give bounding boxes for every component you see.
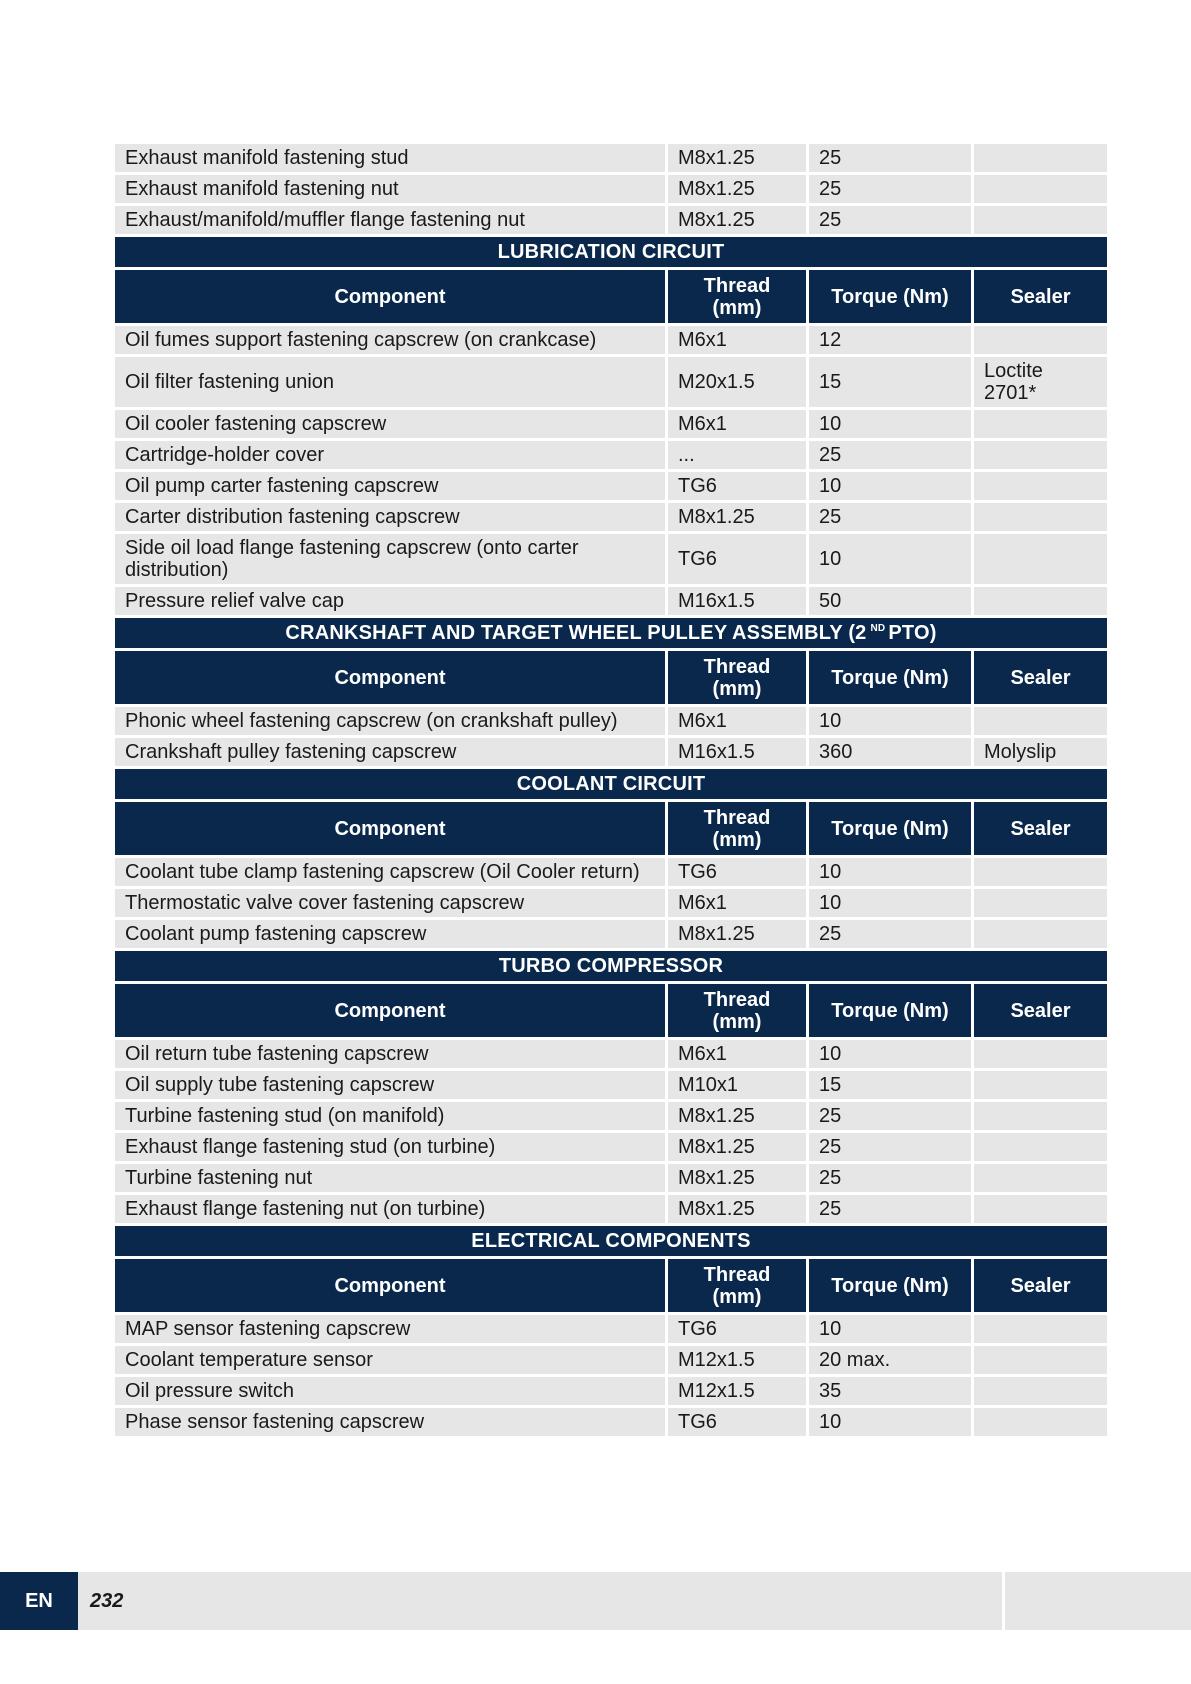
- cell-component: Side oil load flange fastening capscrew (onto carter distribution): [115, 534, 668, 587]
- table-row: [115, 503, 1107, 534]
- section-title-text: LUBRICATION CIRCUIT: [497, 240, 725, 263]
- cell-component: Coolant temperature sensor: [115, 1346, 668, 1377]
- cell-sealer: [974, 441, 1107, 472]
- cell-sealer: [974, 503, 1107, 534]
- section-title: [115, 1226, 1107, 1259]
- table-row: [115, 410, 1107, 441]
- column-header-torque: Torque (Nm): [809, 984, 974, 1040]
- cell-torque: 10: [809, 1315, 974, 1346]
- column-header-thread: Thread (mm): [668, 984, 809, 1040]
- column-header-component: Component: [115, 270, 668, 326]
- cell-thread: M10x1: [668, 1071, 809, 1102]
- table-row: [115, 175, 1107, 206]
- cell-component: Oil pressure switch: [115, 1377, 668, 1408]
- section-title-text: CRANKSHAFT AND TARGET WHEEL PULLEY ASSEMBLY (2: [285, 621, 867, 644]
- section-title-tail: PTO): [888, 621, 937, 644]
- cell-thread: M8x1.25: [668, 1102, 809, 1133]
- cell-sealer: [974, 1346, 1107, 1377]
- column-header-component: Component: [115, 802, 668, 858]
- table-row: [115, 326, 1107, 357]
- column-header-row: [115, 984, 1107, 1040]
- cell-thread: M8x1.25: [668, 175, 809, 206]
- cell-component: Exhaust manifold fastening stud: [115, 144, 668, 175]
- section-title-row: [115, 618, 1107, 651]
- column-header-row: [115, 1259, 1107, 1315]
- cell-torque: 25: [809, 1102, 974, 1133]
- cell-thread: M8x1.25: [668, 1164, 809, 1195]
- cell-thread: M8x1.25: [668, 920, 809, 951]
- cell-thread: M8x1.25: [668, 1133, 809, 1164]
- cell-sealer: [974, 1102, 1107, 1133]
- section-title-text: COOLANT CIRCUIT: [516, 772, 706, 795]
- cell-sealer: [974, 410, 1107, 441]
- column-header-torque: Torque (Nm): [809, 270, 974, 326]
- table-row: [115, 1071, 1107, 1102]
- column-header-component: Component: [115, 651, 668, 707]
- cell-thread: M8x1.25: [668, 206, 809, 237]
- table-row: [115, 707, 1107, 738]
- cell-component: Phonic wheel fastening capscrew (on crankshaft pulley): [115, 707, 668, 738]
- column-header-component: Component: [115, 984, 668, 1040]
- cell-sealer: [974, 1377, 1107, 1408]
- cell-thread: TG6: [668, 1315, 809, 1346]
- section-title-row: [115, 769, 1107, 802]
- column-header-sealer: Sealer: [974, 802, 1107, 858]
- cell-torque: 10: [809, 707, 974, 738]
- cell-component: Exhaust manifold fastening nut: [115, 175, 668, 206]
- cell-sealer: [974, 472, 1107, 503]
- section-title-row: [115, 1226, 1107, 1259]
- column-header-thread: Thread (mm): [668, 1259, 809, 1315]
- cell-component: Phase sensor fastening capscrew: [115, 1408, 668, 1439]
- cell-component: Oil pump carter fastening capscrew: [115, 472, 668, 503]
- column-header-torque: Torque (Nm): [809, 1259, 974, 1315]
- table-row: [115, 534, 1107, 587]
- cell-component: Oil filter fastening union: [115, 357, 668, 410]
- cell-sealer: [974, 1040, 1107, 1071]
- footer-divider: [1002, 1572, 1005, 1630]
- cell-torque: 10: [809, 410, 974, 441]
- table-row: [115, 472, 1107, 503]
- cell-sealer: [974, 175, 1107, 206]
- page-number: 232: [90, 1589, 124, 1612]
- table-row: [115, 1040, 1107, 1071]
- cell-thread: ...: [668, 441, 809, 472]
- cell-sealer: [974, 707, 1107, 738]
- cell-sealer: [974, 326, 1107, 357]
- table-row: [115, 1377, 1107, 1408]
- table-row: [115, 357, 1107, 410]
- cell-thread: TG6: [668, 858, 809, 889]
- cell-sealer: [974, 1133, 1107, 1164]
- cell-torque: 25: [809, 144, 974, 175]
- cell-thread: M12x1.5: [668, 1377, 809, 1408]
- cell-sealer: Loctite 2701*: [974, 357, 1107, 410]
- cell-torque: 10: [809, 889, 974, 920]
- cell-thread: TG6: [668, 1408, 809, 1439]
- cell-component: Oil supply tube fastening capscrew: [115, 1071, 668, 1102]
- cell-torque: 25: [809, 206, 974, 237]
- cell-component: Carter distribution fastening capscrew: [115, 503, 668, 534]
- table-row: [115, 858, 1107, 889]
- table-row: [115, 1102, 1107, 1133]
- cell-sealer: [974, 920, 1107, 951]
- column-header-thread: Thread (mm): [668, 270, 809, 326]
- cell-torque: 25: [809, 1164, 974, 1195]
- section-title-row: [115, 951, 1107, 984]
- cell-thread: M6x1: [668, 1040, 809, 1071]
- section-title-text: TURBO COMPRESSOR: [498, 954, 724, 977]
- cell-sealer: Molyslip: [974, 738, 1107, 769]
- cell-thread: M8x1.25: [668, 1195, 809, 1226]
- column-header-torque: Torque (Nm): [809, 651, 974, 707]
- cell-component: Thermostatic valve cover fastening capscrew: [115, 889, 668, 920]
- column-header-thread: Thread (mm): [668, 802, 809, 858]
- cell-torque: 15: [809, 357, 974, 410]
- column-header-sealer: Sealer: [974, 651, 1107, 707]
- cell-torque: 360: [809, 738, 974, 769]
- cell-component: Crankshaft pulley fastening capscrew: [115, 738, 668, 769]
- cell-component: Cartridge-holder cover: [115, 441, 668, 472]
- cell-sealer: [974, 1164, 1107, 1195]
- cell-sealer: [974, 144, 1107, 175]
- table-row: [115, 1164, 1107, 1195]
- table-row: [115, 920, 1107, 951]
- section-title-superscript: ND: [870, 622, 886, 634]
- table-row: [115, 1315, 1107, 1346]
- cell-torque: 10: [809, 858, 974, 889]
- table-row: [115, 738, 1107, 769]
- cell-thread: M8x1.25: [668, 144, 809, 175]
- section-title-row: [115, 237, 1107, 270]
- cell-sealer: [974, 1315, 1107, 1346]
- cell-torque: 10: [809, 1408, 974, 1439]
- cell-component: Exhaust flange fastening nut (on turbine): [115, 1195, 668, 1226]
- cell-sealer: [974, 889, 1107, 920]
- section-title: [115, 951, 1107, 984]
- cell-thread: M16x1.5: [668, 738, 809, 769]
- cell-torque: 15: [809, 1071, 974, 1102]
- cell-torque: 10: [809, 1040, 974, 1071]
- cell-component: Turbine fastening stud (on manifold): [115, 1102, 668, 1133]
- cell-torque: 25: [809, 175, 974, 206]
- table-row: [115, 587, 1107, 618]
- cell-component: Exhaust/manifold/muffler flange fastening nut: [115, 206, 668, 237]
- table-row: [115, 206, 1107, 237]
- page-footer: [0, 1572, 1191, 1630]
- cell-component: Oil fumes support fastening capscrew (on crankcase): [115, 326, 668, 357]
- cell-component: Turbine fastening nut: [115, 1164, 668, 1195]
- torque-table: [115, 144, 1107, 1439]
- cell-torque: 10: [809, 534, 974, 587]
- cell-sealer: [974, 1195, 1107, 1226]
- cell-thread: M12x1.5: [668, 1346, 809, 1377]
- column-header-row: [115, 270, 1107, 326]
- column-header-sealer: Sealer: [974, 1259, 1107, 1315]
- cell-torque: 25: [809, 1195, 974, 1226]
- table-row: [115, 1133, 1107, 1164]
- section-title: [115, 237, 1107, 270]
- cell-torque: 12: [809, 326, 974, 357]
- cell-thread: TG6: [668, 534, 809, 587]
- section-title: [115, 769, 1107, 802]
- cell-sealer: [974, 534, 1107, 587]
- table-row: [115, 1408, 1107, 1439]
- cell-torque: 25: [809, 1133, 974, 1164]
- column-header-component: Component: [115, 1259, 668, 1315]
- cell-sealer: [974, 587, 1107, 618]
- cell-sealer: [974, 1071, 1107, 1102]
- cell-thread: TG6: [668, 472, 809, 503]
- table-row: [115, 1195, 1107, 1226]
- cell-component: Exhaust flange fastening stud (on turbine): [115, 1133, 668, 1164]
- language-badge: EN: [0, 1572, 78, 1630]
- cell-thread: M6x1: [668, 889, 809, 920]
- cell-component: MAP sensor fastening capscrew: [115, 1315, 668, 1346]
- cell-thread: M8x1.25: [668, 503, 809, 534]
- section-title: [115, 618, 1107, 651]
- cell-torque: 25: [809, 441, 974, 472]
- column-header-torque: Torque (Nm): [809, 802, 974, 858]
- cell-torque: 35: [809, 1377, 974, 1408]
- cell-thread: M6x1: [668, 326, 809, 357]
- table-row: [115, 1346, 1107, 1377]
- table-body: [115, 144, 1107, 1439]
- cell-sealer: [974, 858, 1107, 889]
- cell-sealer: [974, 206, 1107, 237]
- cell-thread: M6x1: [668, 410, 809, 441]
- cell-thread: M16x1.5: [668, 587, 809, 618]
- table-row: [115, 144, 1107, 175]
- table-row: [115, 441, 1107, 472]
- cell-component: Coolant pump fastening capscrew: [115, 920, 668, 951]
- column-header-thread: Thread (mm): [668, 651, 809, 707]
- cell-component: Oil return tube fastening capscrew: [115, 1040, 668, 1071]
- cell-torque: 25: [809, 503, 974, 534]
- cell-torque: 50: [809, 587, 974, 618]
- cell-sealer: [974, 1408, 1107, 1439]
- cell-component: Oil cooler fastening capscrew: [115, 410, 668, 441]
- section-title-text: ELECTRICAL COMPONENTS: [471, 1229, 751, 1252]
- cell-thread: M20x1.5: [668, 357, 809, 410]
- column-header-sealer: Sealer: [974, 270, 1107, 326]
- cell-component: Coolant tube clamp fastening capscrew (Oil Cooler return): [115, 858, 668, 889]
- column-header-row: [115, 651, 1107, 707]
- column-header-sealer: Sealer: [974, 984, 1107, 1040]
- cell-torque: 10: [809, 472, 974, 503]
- table-row: [115, 889, 1107, 920]
- column-header-row: [115, 802, 1107, 858]
- cell-thread: M6x1: [668, 707, 809, 738]
- cell-torque: 25: [809, 920, 974, 951]
- cell-torque: 20 max.: [809, 1346, 974, 1377]
- cell-component: Pressure relief valve cap: [115, 587, 668, 618]
